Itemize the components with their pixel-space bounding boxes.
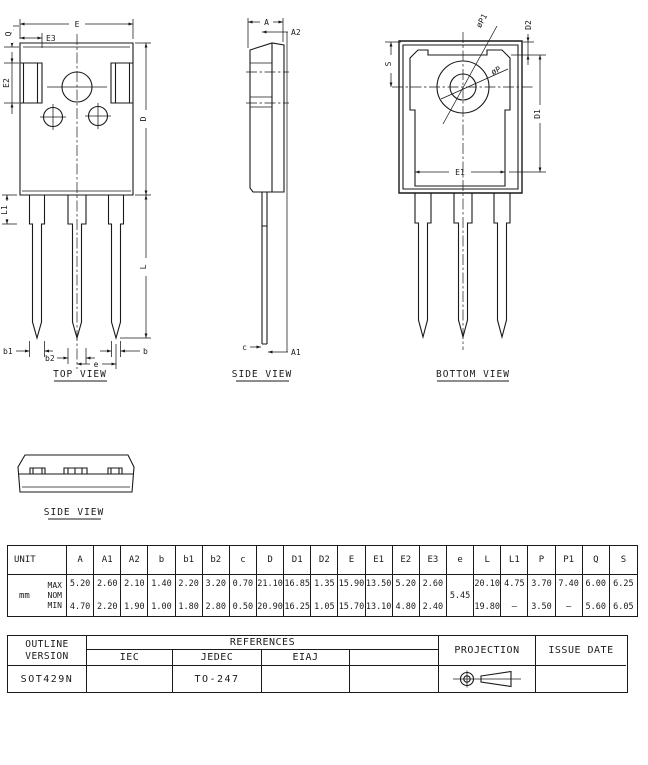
dim-label-b1: b1 xyxy=(3,347,13,356)
dim-value-cell: 5.20 4.80 xyxy=(393,575,420,616)
dim-label-e: e xyxy=(93,360,99,369)
dim-header-cell: A xyxy=(67,546,94,575)
dim-label-E: E xyxy=(74,20,80,29)
dim-label-A1: A1 xyxy=(291,348,301,357)
iec-header: IEC xyxy=(87,650,173,666)
dim-label-P1: øP1 xyxy=(474,12,490,30)
dim-header-cell: b2 xyxy=(203,546,230,575)
dim-value-cell: 3.20 2.80 xyxy=(203,575,230,616)
eiaj-value xyxy=(262,666,350,692)
dim-value-cell: 15.90 15.70 xyxy=(338,575,365,616)
unit-mm: mm xyxy=(19,590,30,601)
lead-1 xyxy=(415,193,431,337)
dim-header-cell: D xyxy=(257,546,284,575)
side-view-2 xyxy=(18,455,134,519)
dim-value-cell: 20.10 19.80 xyxy=(474,575,501,616)
side-view-2-title: SIDE VIEW xyxy=(43,507,105,518)
dim-header-cell: b xyxy=(148,546,175,575)
dim-value-cell: 7.40 – xyxy=(556,575,583,616)
dim-label-P: øP xyxy=(489,64,503,77)
dim-value-cell: 2.10 1.90 xyxy=(121,575,148,616)
outline-version-value: SOT429N xyxy=(8,666,87,692)
max-nom-min-labels xyxy=(48,581,62,611)
references-header: REFERENCES xyxy=(87,636,439,650)
hole-crosshairs xyxy=(40,87,111,130)
extra-ref-header xyxy=(350,650,439,666)
dim-value-cell: 21.10 20.90 xyxy=(257,575,284,616)
jedec-value: TO-247 xyxy=(173,666,262,692)
dim-value-cell: 1.35 1.05 xyxy=(311,575,338,616)
dim-value-cell: 16.85 16.25 xyxy=(284,575,311,616)
dim-value-cell: 6.00 5.60 xyxy=(583,575,610,616)
unit-value-cell xyxy=(8,575,67,616)
top-view-body-inner-lines xyxy=(22,47,131,191)
lead-3 xyxy=(109,195,124,338)
extra-ref-value xyxy=(350,666,439,692)
dim-header-cell: A1 xyxy=(94,546,121,575)
side-view-title: SIDE VIEW xyxy=(231,369,293,380)
dim-header-cell: S xyxy=(610,546,637,575)
dim-value-cell: 6.25 6.05 xyxy=(613,579,634,612)
dim-header-cell: E3 xyxy=(420,546,447,575)
lead-1 xyxy=(30,195,45,338)
dim-value-cell: 2.20 1.80 xyxy=(176,575,203,616)
dim-header-cell: D2 xyxy=(311,546,338,575)
top-view-side-notches xyxy=(20,63,133,103)
dim-label-c: c xyxy=(242,343,247,352)
dim-header-cell: P1 xyxy=(556,546,583,575)
dim-header-cell: e xyxy=(447,546,474,575)
dim-header-cell: E xyxy=(338,546,365,575)
dim-label-D1: D1 xyxy=(533,109,542,119)
dim-header-cell: L xyxy=(474,546,501,575)
dim-value-cell: 5.20 4.70 xyxy=(67,575,94,616)
outline-version-header: OUTLINE VERSION xyxy=(8,636,87,666)
dim-label-E3: E3 xyxy=(46,34,56,43)
dim-value-cell: 2.60 2.40 xyxy=(420,575,447,616)
dim-header-cell: P xyxy=(528,546,555,575)
dim-header-cell: b1 xyxy=(176,546,203,575)
outline-reference-table xyxy=(7,635,628,693)
issue-date-header: ISSUE DATE xyxy=(536,636,626,666)
side-view xyxy=(232,18,301,381)
unit-header-cell: UNIT xyxy=(8,546,67,575)
issue-date-value xyxy=(536,666,626,692)
nom-label: NOM xyxy=(47,590,62,600)
dim-value-cell: 4.75 – xyxy=(501,575,528,616)
bottom-view-title: BOTTOM VIEW xyxy=(436,369,510,380)
dim-header-cell: D1 xyxy=(284,546,311,575)
top-view-title: TOP VIEW xyxy=(53,369,107,380)
side-view-lead xyxy=(262,192,267,344)
side-view-2-lead-stubs xyxy=(30,468,122,474)
max-label: MAX xyxy=(47,580,62,590)
dim-header-cell: L1 xyxy=(501,546,528,575)
dim-value-cell: 2.60 2.20 xyxy=(94,575,121,616)
projection-symbol-cell xyxy=(439,666,536,692)
dim-value-cell: 0.70 0.50 xyxy=(230,575,257,616)
projection-header: PROJECTION xyxy=(439,636,536,666)
side-view-centerlines xyxy=(246,72,289,103)
dim-header-cell: E2 xyxy=(393,546,420,575)
iec-value xyxy=(87,666,173,692)
dim-value-cell: 13.50 13.10 xyxy=(366,575,393,616)
side-view-hole-edges xyxy=(250,63,272,107)
lead-3 xyxy=(494,193,510,337)
dim-label-b2: b2 xyxy=(45,354,55,363)
dim-label-b: b xyxy=(143,347,148,356)
dim-value-cell: 3.70 3.50 xyxy=(528,575,555,616)
dim-label-A2: A2 xyxy=(291,28,301,37)
eiaj-header: EIAJ xyxy=(262,650,350,666)
dim-label-D: D xyxy=(139,116,148,122)
first-angle-projection-icon xyxy=(451,669,523,689)
dim-label-D2: D2 xyxy=(524,20,533,30)
dim-label-Q: Q xyxy=(4,31,13,37)
dim-label-L: L xyxy=(139,264,148,270)
dim-header-cell: c xyxy=(230,546,257,575)
dim-header-cell: A2 xyxy=(121,546,148,575)
dim-value-cell: 1.40 1.00 xyxy=(148,575,175,616)
dim-label-L1: L1 xyxy=(0,205,9,215)
dim-label-E2: E2 xyxy=(2,78,11,88)
side-view-dimensions xyxy=(248,18,288,352)
dimension-table xyxy=(7,545,638,617)
dim-value-cell-e: 5.45 xyxy=(447,575,474,616)
dim-label-A: A xyxy=(264,18,269,27)
bottom-view-centerlines xyxy=(392,32,533,350)
side-view-body xyxy=(250,43,284,192)
jedec-header: JEDEC xyxy=(173,650,262,666)
bottom-view xyxy=(382,12,546,381)
top-view xyxy=(0,19,151,381)
dim-label-S: S xyxy=(384,61,393,67)
dim-header-cell: E1 xyxy=(366,546,393,575)
dim-label-E1: E1 xyxy=(455,168,465,177)
dim-header-cell: Q xyxy=(583,546,610,575)
min-label: MIN xyxy=(47,600,62,610)
